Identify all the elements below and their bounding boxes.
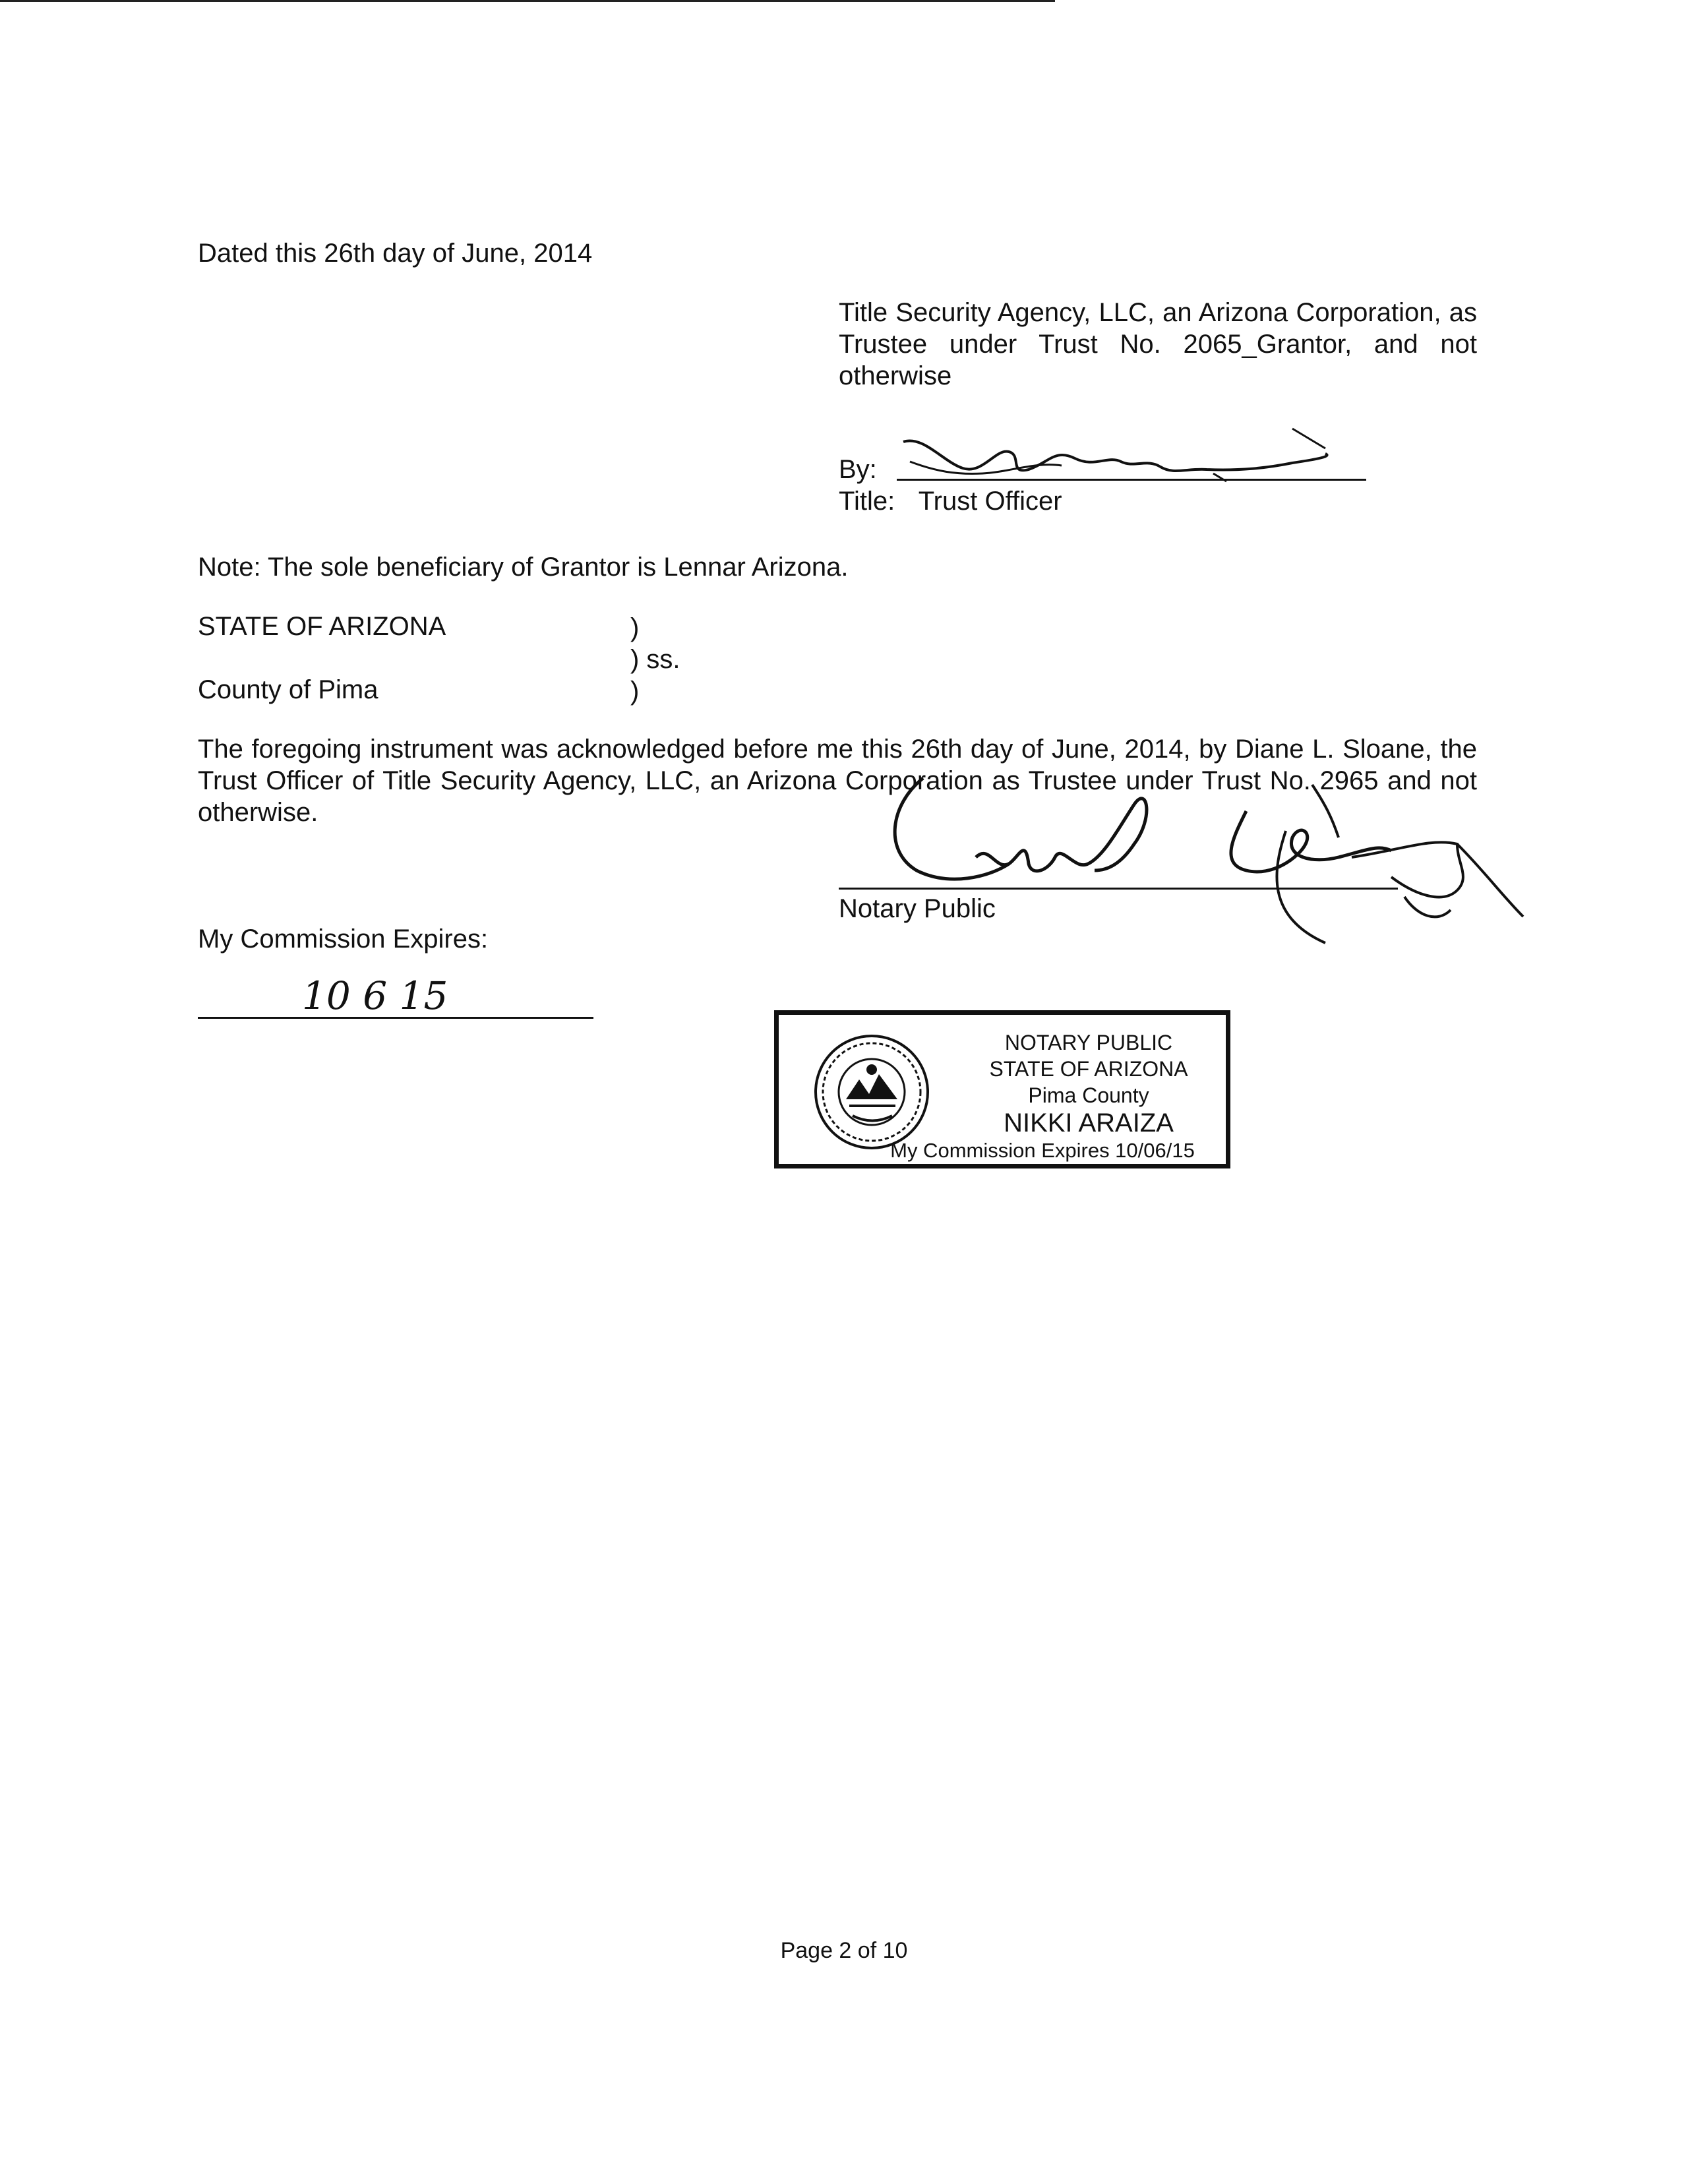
trustee-block: Title Security Agency, LLC, an Arizona Corporation, as Trustee under Trust No. 2065_Grantor, and not otherwise	[839, 298, 1477, 390]
trust-officer-signature	[897, 422, 1372, 495]
notary-stamp	[774, 1010, 1230, 1168]
stamp-notary-public: NOTARY PUBLIC	[1004, 1031, 1173, 1054]
by-signature-line	[897, 479, 1366, 481]
stamp-commission-expires: My Commission Expires 10/06/15	[890, 1139, 1195, 1162]
title-label: Title:	[839, 487, 895, 516]
stamp-state: STATE OF ARIZONA	[989, 1057, 1188, 1081]
dated-line: Dated this 26th day of June, 2014	[198, 239, 593, 268]
stamp-notary-name: NIKKI ARAIZA	[1004, 1108, 1174, 1138]
title-value: Trust Officer	[918, 487, 1062, 516]
page-number: Page 2 of 10	[780, 1938, 908, 1963]
note-line: Note: The sole beneficiary of Grantor is Lennar Arizona.	[198, 553, 849, 582]
stamp-county: Pima County	[1028, 1083, 1149, 1107]
venue-paren-3: )	[630, 677, 640, 706]
scan-edge-rule	[0, 0, 1055, 2]
by-label: By:	[839, 455, 877, 484]
venue-paren-1: )	[630, 613, 640, 642]
venue-county: County of Pima	[198, 675, 378, 704]
commission-handwritten-date: 10 6 15	[302, 973, 448, 1018]
commission-date-line	[198, 1017, 593, 1019]
commission-expires-label: My Commission Expires:	[198, 925, 489, 954]
notary-signature-line	[839, 888, 1398, 890]
notary-signature	[877, 765, 1470, 956]
acknowledgment-paragraph: The foregoing instrument was acknowledged before me this 26th day of June, 2014, by Diane L. Sloane, the Trust Officer of Title Security Agency, LLC, an Arizona Corporation as Trustee under Trust No. 2965 and not otherwise.	[198, 735, 1477, 827]
title-row	[839, 485, 1062, 517]
state-seal-icon	[813, 1033, 930, 1151]
venue-state: STATE OF ARIZONA	[198, 612, 446, 641]
venue-paren-ss: ) ss.	[630, 645, 680, 674]
notary-public-label: Notary Public	[839, 894, 996, 923]
